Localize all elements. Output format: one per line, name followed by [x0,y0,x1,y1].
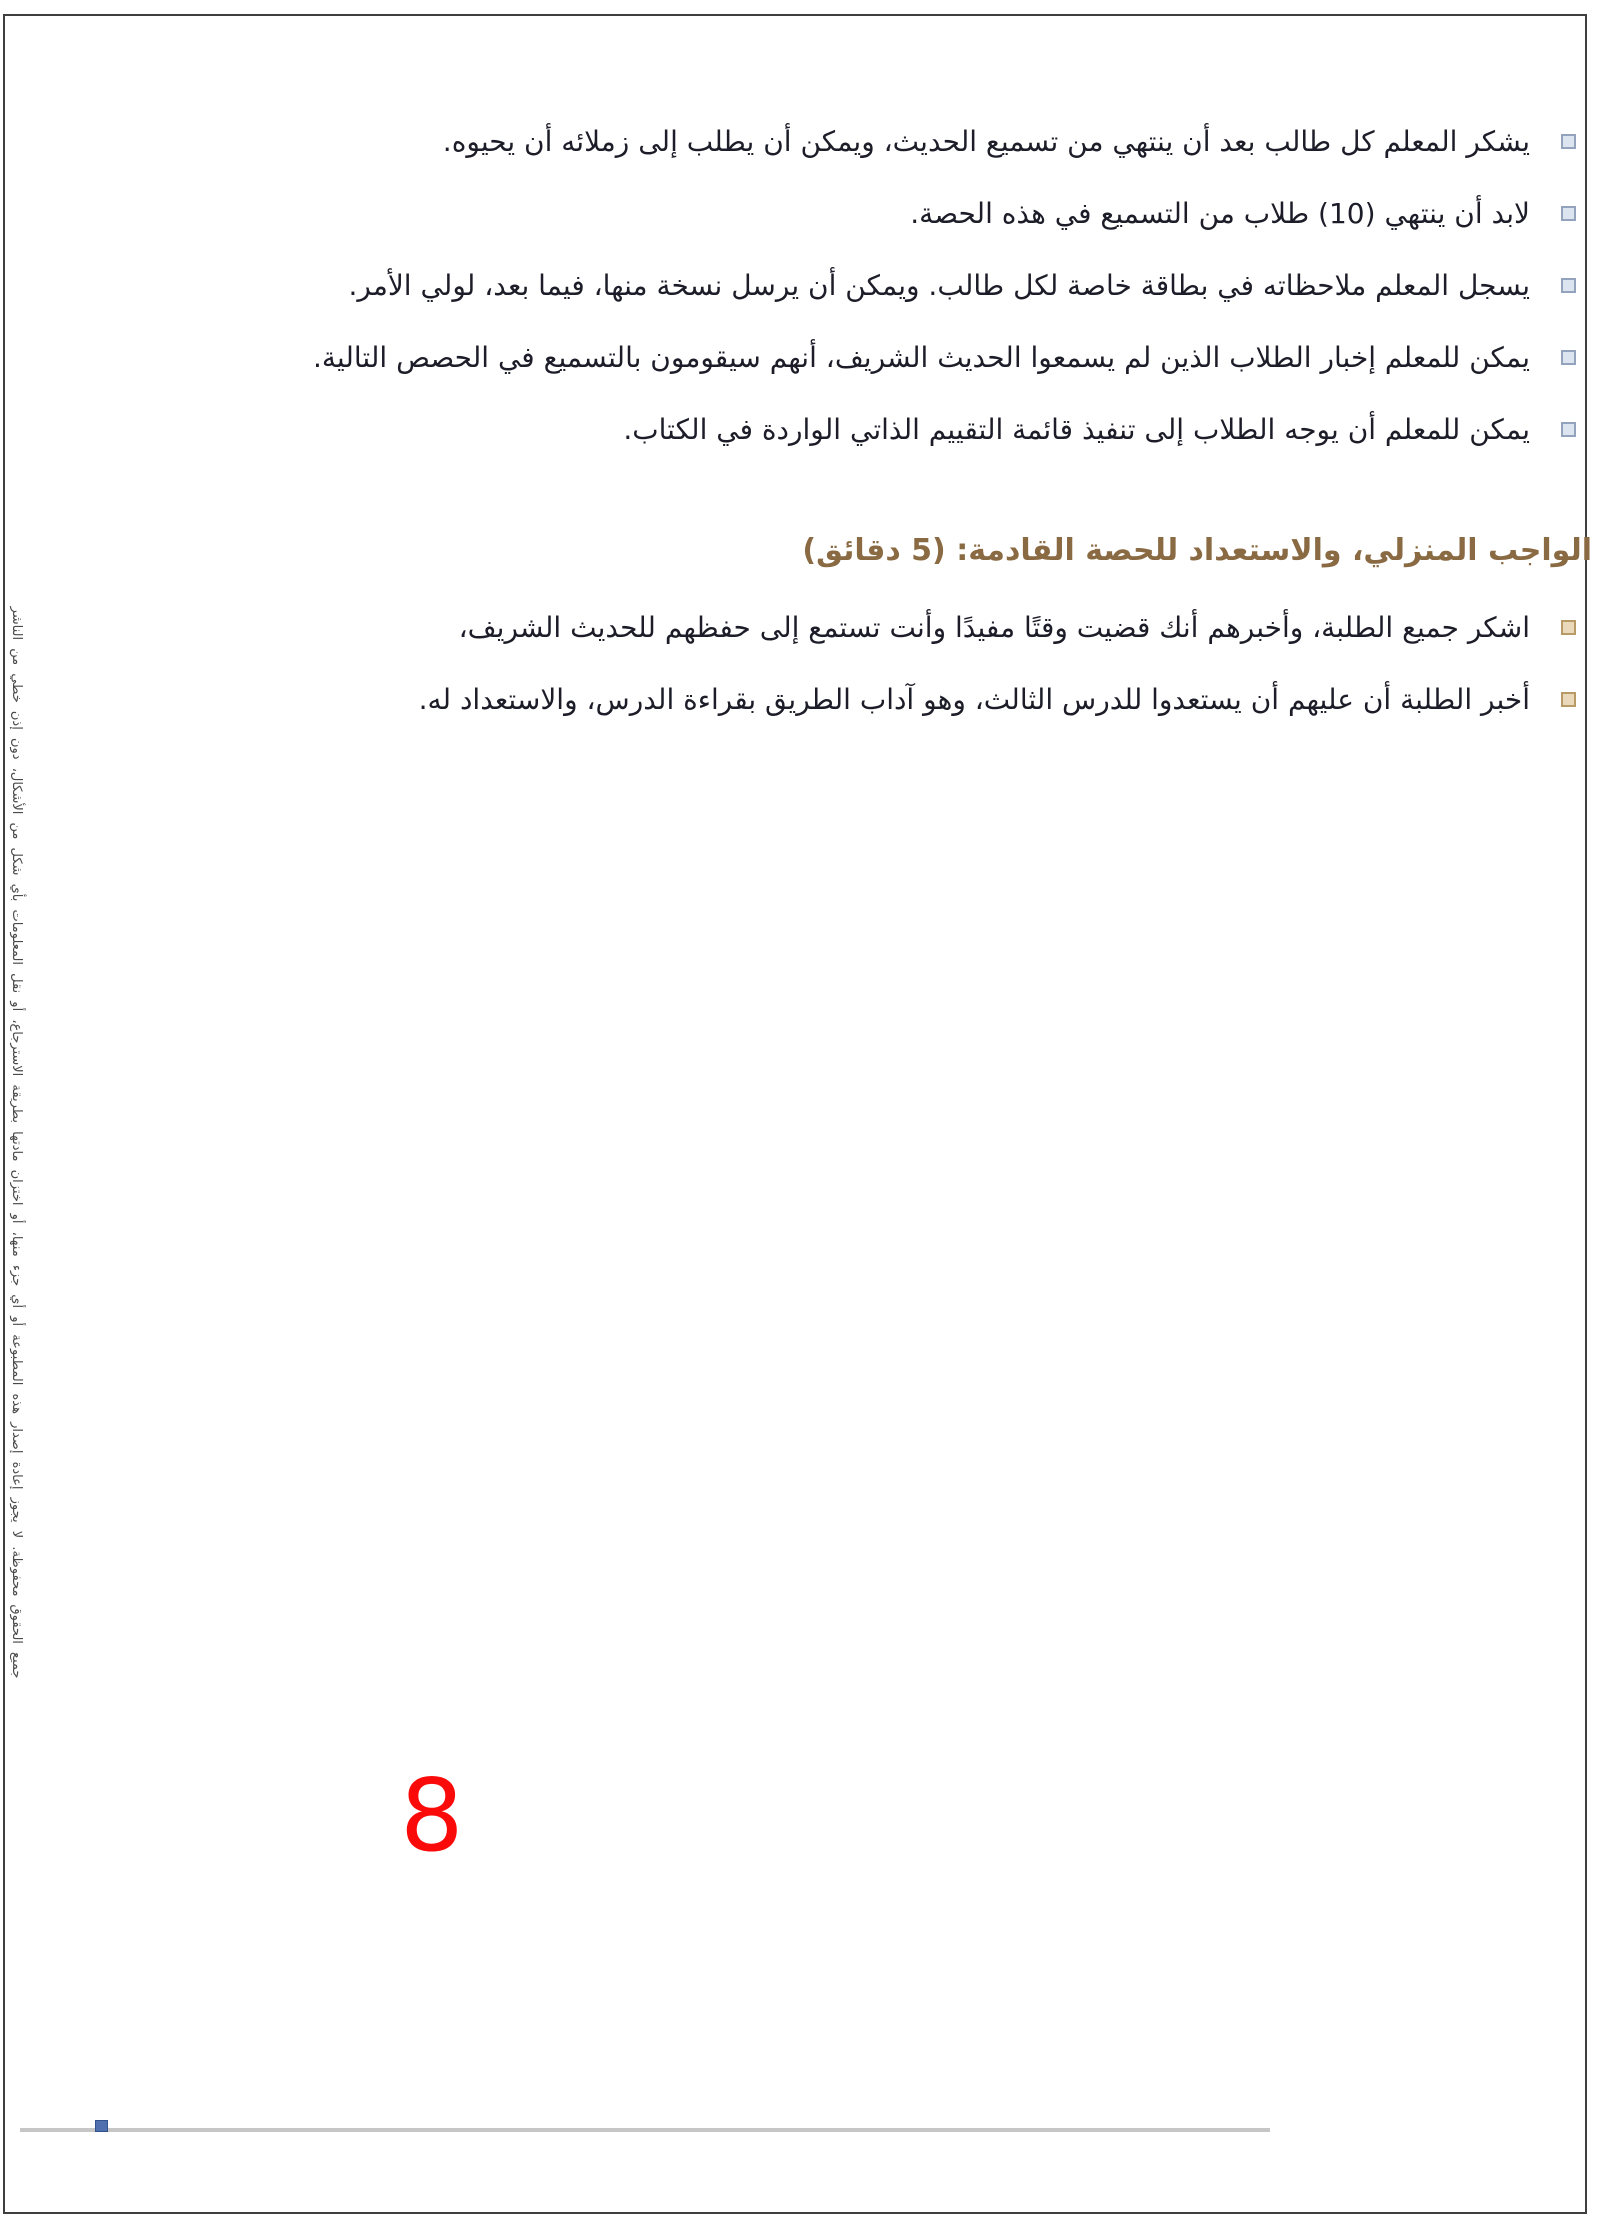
bullet-text: اشكر جميع الطلبة، وأخبرهم أنك قضيت وقتًا مفيدًا وأنت تستمع إلى حفظهم للحديث الشريف، [458,611,1530,644]
page-number: 8 [400,1757,464,1874]
bottom-edge-marker-icon [95,2120,108,2132]
homework-section-heading: الواجب المنزلي، والاستعداد للحصة القادمة: (5 دقائق) [802,533,1592,568]
bullet-item [105,250,1530,322]
bullet-text: يمكن للمعلم أن يوجه الطلاب إلى تنفيذ قائمة التقييم الذاتي الواردة في الكتاب. [623,413,1530,446]
bullet-item [105,394,1530,466]
square-bullet-icon [1561,350,1576,365]
square-bullet-icon [1561,134,1576,149]
bullet-item [105,178,1530,250]
square-bullet-icon [1561,620,1576,635]
bullet-text: يمكن للمعلم إخبار الطلاب الذين لم يسمعوا الحديث الشريف، أنهم سيقومون بالتسميع في الحصص التالية. [313,341,1530,374]
bullet-text: يسجل المعلم ملاحظاته في بطاقة خاصة لكل طالب. ويمكن أن يرسل نسخة منها، فيما بعد، لولي الأمر. [348,269,1530,302]
square-bullet-icon [1561,206,1576,221]
sidebar-copyright-text: جميع الحقوق محفوظة. لا يجوز إعادة إصدار هذه المطبوعة أو أي جزء منها، أو اختزان مادتها بطريقة الاسترجاع، أو نقل المعلومات بأي شكل من الأشكال، دون إذن خطي من الناشر [9,606,24,1679]
bullet-item [105,664,1530,736]
bullet-text: لابد أن ينتهي (10) طلاب من التسميع في هذه الحصة. [910,197,1530,230]
bullet-text: أخبر الطلبة أن عليهم أن يستعدوا للدرس الثالث، وهو آداب الطريق بقراءة الدرس، والاستعداد له. [418,683,1530,716]
bullet-text: يشكر المعلم كل طالب بعد أن ينتهي من تسميع الحديث، ويمكن أن يطلب إلى زملائه أن يحيوه. [442,125,1530,158]
square-bullet-icon [1561,422,1576,437]
bullet-item [105,322,1530,394]
square-bullet-icon [1561,692,1576,707]
document-body [105,106,1592,736]
bullet-item [105,106,1530,178]
square-bullet-icon [1561,278,1576,293]
bullet-item [105,592,1530,664]
bottom-border-strip [20,2128,1270,2132]
